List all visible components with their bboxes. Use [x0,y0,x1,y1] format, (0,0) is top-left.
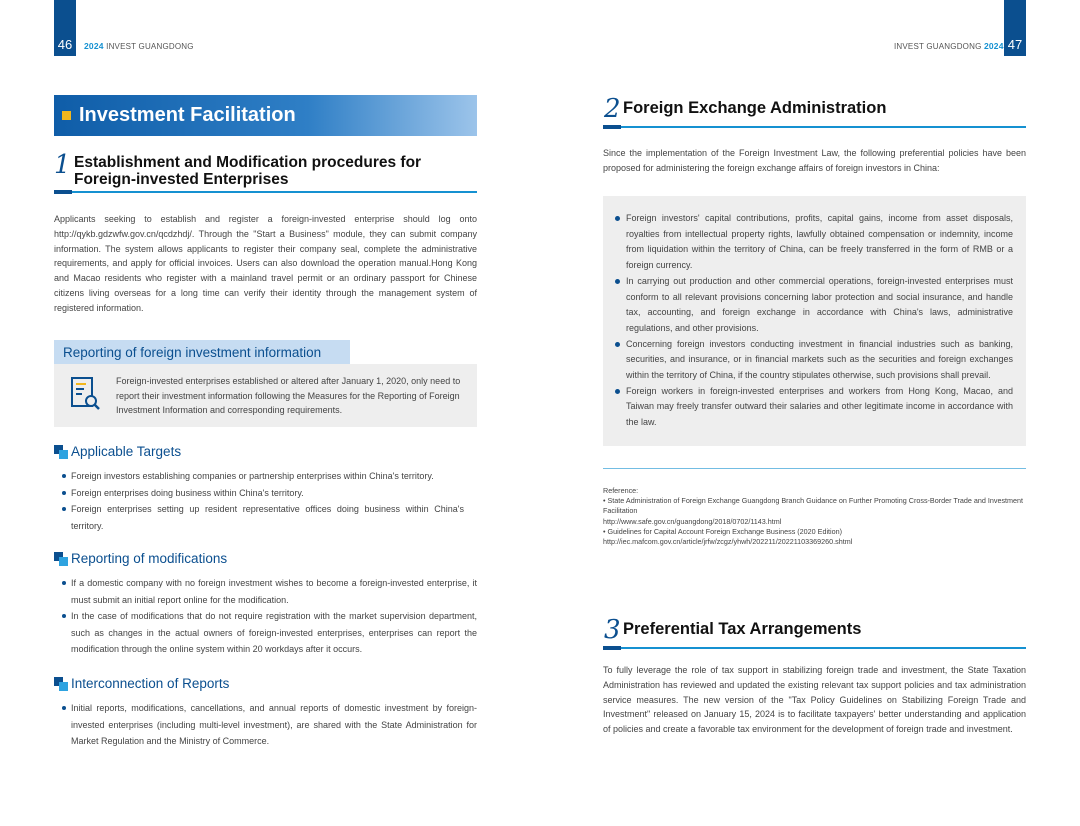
fx-intro-paragraph: Since the implementation of the Foreign Investment Law, the following preferential policies have been proposed for administering the foreign exchange affairs of foreign investors in China: [603,148,1026,173]
section-number: 3 [604,615,621,645]
list-item: Concerning foreign investors conducting investment in financial industries such as banking, securities, and insurance, or in financial markets such as the securities and foreign exchanges within the territory of China, if the country stipulates otherwise, such provisions shall prevail. [615,337,1013,384]
section-heading: Preferential Tax Arrangements [623,620,862,638]
list-item: In carrying out production and other commercial operations, foreign-invested enterprises must conform to all relevant provisions concerning labor protection and social insurance, and handle tax, accounting, and foreign exchange in accordance with China's laws, administrative regulations, and other provisions. [615,274,1013,337]
heading-rule [603,126,1026,128]
header-year: 2024 [84,41,104,51]
section-banner [54,95,477,136]
list-item: In the case of modifications that do not require registration with the market supervision department, such as changes in the actual owners of foreign-invested enterprises, enterprises can report the modification through the online system within 20 workdays after it occurs. [62,608,477,658]
heading-rule [54,191,477,193]
list-item: Initial reports, modifications, cancellations, and annual reports of domestic investment by foreign-invested enterprises (including multi-level investment), are shared with the State Administration for Market Regulation and the Ministry of Commerce. [62,700,477,750]
subhead-squares-icon [54,445,68,459]
reference-link[interactable]: http://iec.mafcom.gov.cn/article/jrfw/zcgz/yhwh/202211/20221103369260.shtml [603,537,853,547]
reference-line: • Guidelines for Capital Account Foreign Exchange Business (2020 Edition) [603,526,843,536]
reporting-text: Foreign-invested enterprises established or altered after January 1, 2020, only need to report their investment information following the Measures for the Reporting of Foreign Investment Information and corresponding requirements. [116,376,461,415]
heading-rule [603,647,1026,649]
page-number-right: 47 [1004,0,1026,56]
subhead-squares-icon [54,677,68,691]
reference-line: • State Administration of Foreign Exchange Guangdong Branch Guidance on Further Promoting Cross-Border Trade and Investment Facilitation [603,496,1024,516]
list-item: Foreign enterprises doing business within China's territory. [62,485,464,502]
reporting-title-box [54,340,350,364]
fx-policies-list [615,211,1013,431]
subhead-interconnection: Interconnection of Reports [71,676,230,691]
heading-rule-accent [603,125,621,129]
reference-block [603,486,1026,547]
fx-policies-box [603,196,1026,446]
section-heading [74,154,474,188]
reference-label: Reference: [603,486,639,495]
running-header-right [894,41,1004,51]
header-title: INVEST GUANGDONG [106,42,194,51]
reporting-title: Reporting of foreign investment information [63,344,322,360]
list-item: Foreign investors' capital contributions, profits, capital gains, income from asset disposals, royalties from intellectual property rights, lawfully obtained compensation or indemnity, income from liquidation within the territory of China, can be freely transferred in the form of RMB or a foreign currency. [615,211,1013,274]
list-item: If a domestic company with no foreign investment wishes to become a foreign-invested enterprise, it must submit an initial report online for the modification. [62,575,477,608]
reporting-box [54,364,477,427]
interconnection-list [62,700,477,750]
section-number: 2 [604,94,621,124]
reference-divider [603,468,1026,469]
modifications-list [62,575,477,658]
header-title: INVEST GUANGDONG [894,42,982,51]
heading-line: Foreign-invested Enterprises [74,171,289,188]
page-number-left: 46 [54,0,76,56]
list-item: Foreign investors establishing companies or partnership enterprises within China's territory. [62,468,464,485]
banner-square-icon [62,111,71,120]
list-item: Foreign enterprises setting up resident representative offices doing business within China's territory. [62,501,464,534]
subhead-squares-icon [54,552,68,566]
heading-rule-accent [54,190,72,194]
subhead-modifications: Reporting of modifications [71,551,228,566]
subhead-applicable-targets: Applicable Targets [71,444,182,459]
reference-link[interactable]: http://www.safe.gov.cn/guangdong/2018/0702/1143.html [603,516,782,526]
section-number: 1 [54,150,71,180]
running-header-left [84,41,194,51]
heading-line: Establishment and Modification procedures for [74,154,422,171]
list-item: Foreign workers in foreign-invested enterprises and workers from Hong Kong, Macao, and Taiwan may freely transfer outward their salaries and other legitimate income in accordance with the law. [615,384,1013,431]
intro-paragraph: Applicants seeking to establish and register a foreign-invested enterprise should log onto http://qykb.gdzwfw.gov.cn/qcdzhdj/. Through the "Start a Business" module, they can submit company information. The system allows applicants to register their company seal, complete the administrative requirements, and apply for official invoices. Users can also download the operation manual.Hong Kong and Macao residents who register with a mainland travel permit or an ordinary passport for Chinese citizens living overseas for a long time can verify their identity through the management system of registered information. [54,214,477,313]
tax-paragraph: To fully leverage the role of tax support in stabilizing foreign trade and investment, the State Taxation Administration has reviewed and updated the existing relevant tax support policies and tax administration service measures. The new version of the "Tax Policy Guidelines on Stabilizing Foreign Trade and Investment" released on January 15, 2024 is to facilitate taxpayers' better understanding and application of policies and create a favorable tax environment for the development of foreign trade and investment. [603,665,1026,735]
document-search-icon [70,376,102,412]
header-year: 2024 [983,41,1004,51]
heading-rule-accent [603,646,621,650]
section-heading: Foreign Exchange Administration [623,99,887,117]
section-title: Investment Facilitation [79,104,296,126]
applicable-targets-list [62,468,464,534]
